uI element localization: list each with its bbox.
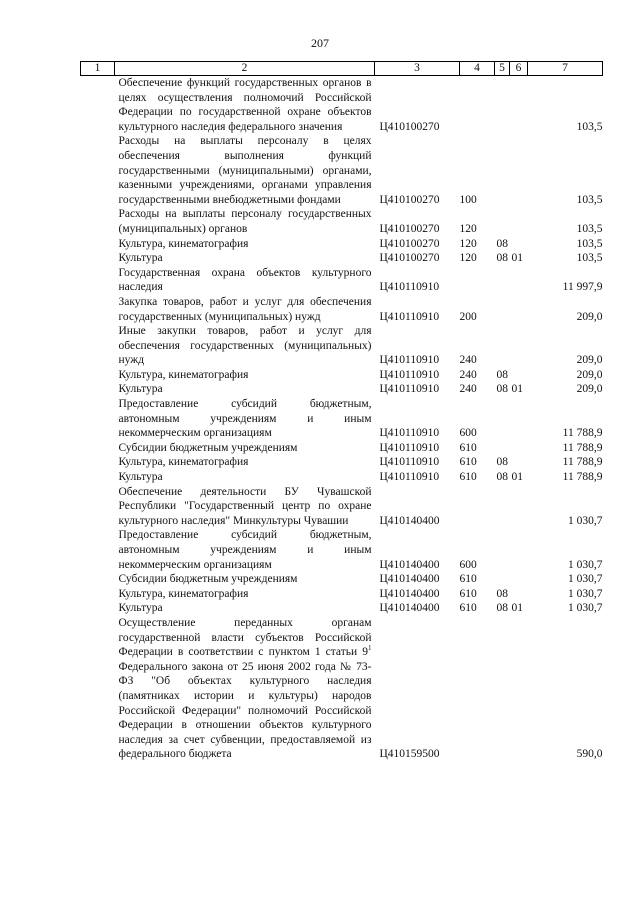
row-subsection xyxy=(510,324,528,368)
row-expense-type: 120 xyxy=(459,222,477,235)
row-name: Иные закупки товаров, работ и услуг для обеспечения государственных (муниципальных) нужд xyxy=(118,325,372,367)
table-row xyxy=(81,295,603,324)
row-subsection xyxy=(510,134,528,207)
row-section xyxy=(495,485,510,529)
table-row xyxy=(81,601,603,616)
row-amount: 103,5 xyxy=(576,237,603,250)
superscript: 1 xyxy=(368,644,372,653)
row-amount: 11 788,9 xyxy=(562,456,603,469)
table-row xyxy=(81,572,603,587)
column-header: 5 xyxy=(495,62,510,76)
column-header: 3 xyxy=(375,62,460,76)
row-code: Ц410110910 xyxy=(379,471,440,484)
row-code: Ц410159500 xyxy=(379,748,440,761)
row-name: Закупка товаров, работ и услуг для обеспечения государственных (муниципальных) нужд xyxy=(118,295,372,323)
row-expense-type: 120 xyxy=(459,237,477,250)
row-section: 08 xyxy=(496,237,508,250)
table-row xyxy=(81,368,603,383)
row-name: Культура xyxy=(118,602,163,615)
row-section xyxy=(495,324,510,368)
row-expense-type xyxy=(460,616,495,762)
row-amount: 103,5 xyxy=(576,120,603,133)
row-code: Ц410140400 xyxy=(379,573,440,586)
table-row xyxy=(81,207,603,236)
row-section: 08 xyxy=(496,368,508,381)
row-amount: 1 030,7 xyxy=(568,602,603,615)
row-expense-type: 610 xyxy=(459,573,477,586)
row-code: Ц410110910 xyxy=(379,368,440,381)
row-expense-type: 610 xyxy=(459,456,477,469)
row-name xyxy=(115,616,375,762)
row-amount: 11 997,9 xyxy=(562,281,603,294)
row-name: Культура xyxy=(118,383,163,396)
table-row xyxy=(81,441,603,456)
row-expense-type: 200 xyxy=(459,310,477,323)
row-section xyxy=(495,572,510,587)
row-section: 08 xyxy=(496,252,508,265)
row-section: 08 xyxy=(496,383,508,396)
page-number: 207 xyxy=(311,36,329,50)
row-expense-type: 100 xyxy=(459,193,477,206)
row-section xyxy=(495,441,510,456)
table-row xyxy=(81,470,603,485)
row-subsection xyxy=(510,616,528,762)
row-expense-type: 610 xyxy=(459,602,477,615)
row-subsection xyxy=(510,455,528,470)
row-section xyxy=(495,207,510,236)
row-name-part: Федерального закона от 25 июня 2002 года № 73-ФЗ "Об объектах культурного наследия (памятниках истории и культуры) народов Российской Федерации" полномочий Российской Федерации в отношении объектов культурного наследия за счет субвенции, предоставляемой из федерального бюджета xyxy=(118,660,372,761)
row-code: Ц410110910 xyxy=(379,441,440,454)
row-amount: 103,5 xyxy=(576,222,603,235)
row-expense-type: 120 xyxy=(459,252,477,265)
row-name: Обеспечение деятельности БУ Чувашской Республики "Государственный центр по охране культурного наследия" Минкультуры Чувашии xyxy=(118,485,372,527)
row-amount: 209,0 xyxy=(576,368,603,381)
row-code: Ц410110910 xyxy=(379,310,440,323)
row-subsection xyxy=(510,528,528,572)
row-name: Предоставление субсидий бюджетным, автономным учреждениям и иным некоммерческим организациям xyxy=(118,398,372,440)
row-subsection xyxy=(510,295,528,324)
row-section xyxy=(495,528,510,572)
row-amount: 209,0 xyxy=(576,383,603,396)
row-expense-type: 240 xyxy=(459,354,477,367)
row-amount: 11 788,9 xyxy=(562,441,603,454)
row-subsection xyxy=(510,485,528,529)
table-row xyxy=(81,397,603,441)
row-amount: 103,5 xyxy=(576,252,603,265)
row-code: Ц410100270 xyxy=(379,252,440,265)
table-row xyxy=(81,251,603,266)
table-row xyxy=(81,324,603,368)
row-expense-type: 610 xyxy=(459,587,477,600)
row-expense-type: 610 xyxy=(459,471,477,484)
row-subsection xyxy=(510,368,528,383)
row-amount: 209,0 xyxy=(576,310,603,323)
row-name: Расходы на выплаты персоналу в целях обеспечения выполнения функций государственными (муниципальными) органами, казенными учреждениями, органами управления государственными внебюджетными фондами xyxy=(118,135,372,206)
table-row xyxy=(81,587,603,602)
row-subsection: 01 xyxy=(511,252,523,265)
row-code: Ц410100270 xyxy=(379,222,440,235)
table-row xyxy=(81,266,603,295)
row-code: Ц410100270 xyxy=(379,237,440,250)
row-name: Культура, кинематография xyxy=(118,456,249,469)
row-code: Ц410110910 xyxy=(379,427,440,440)
row-name: Культура, кинематография xyxy=(118,368,249,381)
table-header-row xyxy=(81,62,603,76)
row-subsection xyxy=(510,441,528,456)
table-row xyxy=(81,134,603,207)
row-amount: 590,0 xyxy=(576,748,603,761)
row-subsection xyxy=(510,237,528,252)
row-code: Ц410140400 xyxy=(379,514,440,527)
row-name: Обеспечение функций государственных органов в целях осуществления полномочий Российской Федерации по государственной охране объектов культурного наследия федерального значения xyxy=(118,77,372,133)
row-subsection xyxy=(510,207,528,236)
row-amount: 11 788,9 xyxy=(562,471,603,484)
column-header: 7 xyxy=(528,62,603,76)
row-name: Предоставление субсидий бюджетным, автономным учреждениям и иным некоммерческим организациям xyxy=(118,529,372,571)
row-expense-type: 240 xyxy=(459,383,477,396)
row-code: Ц410110910 xyxy=(379,354,440,367)
row-amount: 11 788,9 xyxy=(562,427,603,440)
row-section xyxy=(495,266,510,295)
row-subsection xyxy=(510,76,528,135)
row-section: 08 xyxy=(496,587,508,600)
column-header: 1 xyxy=(81,62,115,76)
row-amount: 103,5 xyxy=(576,193,603,206)
table-row xyxy=(81,485,603,529)
row-section xyxy=(495,616,510,762)
row-name: Культура xyxy=(118,471,163,484)
row-section: 08 xyxy=(496,471,508,484)
table-row xyxy=(81,237,603,252)
row-name-part: Осуществление переданных органам государственной власти субъектов Российской Федерации в соответствии с пунктом 1 статьи 9 xyxy=(118,616,372,659)
row-name: Расходы на выплаты персоналу государственных (муниципальных) органов xyxy=(118,208,372,235)
row-amount: 209,0 xyxy=(576,354,603,367)
row-section xyxy=(495,76,510,135)
row-expense-type: 240 xyxy=(459,368,477,381)
row-code: Ц410140400 xyxy=(379,558,440,571)
row-section xyxy=(495,397,510,441)
row-expense-type xyxy=(460,76,495,135)
row-code: Ц410140400 xyxy=(379,602,440,615)
row-expense-type xyxy=(460,266,495,295)
column-header: 2 xyxy=(115,62,375,76)
table-row xyxy=(81,76,603,135)
row-subsection: 01 xyxy=(511,602,523,615)
row-code: Ц410110910 xyxy=(379,383,440,396)
row-subsection: 01 xyxy=(511,383,523,396)
column-header: 4 xyxy=(460,62,495,76)
row-code: Ц410100270 xyxy=(379,193,440,206)
row-subsection xyxy=(510,587,528,602)
table-row xyxy=(81,455,603,470)
row-expense-type: 600 xyxy=(459,558,477,571)
row-amount: 1 030,7 xyxy=(568,558,603,571)
row-code: Ц410100270 xyxy=(379,120,440,133)
row-code: Ц410110910 xyxy=(379,456,440,469)
table-row xyxy=(81,382,603,397)
row-amount: 1 030,7 xyxy=(568,514,603,527)
row-section: 08 xyxy=(496,456,508,469)
row-section xyxy=(495,134,510,207)
row-name: Культура xyxy=(118,252,163,265)
row-amount: 1 030,7 xyxy=(568,573,603,586)
row-expense-type xyxy=(460,485,495,529)
row-name: Субсидии бюджетным учреждениям xyxy=(118,573,298,586)
row-subsection xyxy=(510,266,528,295)
table-row xyxy=(81,616,603,762)
budget-table xyxy=(80,61,603,762)
row-subsection: 01 xyxy=(511,471,523,484)
row-expense-type: 610 xyxy=(459,441,477,454)
row-code: Ц410140400 xyxy=(379,587,440,600)
row-name: Культура, кинематография xyxy=(118,587,249,600)
row-name: Культура, кинематография xyxy=(118,237,249,250)
row-subsection xyxy=(510,572,528,587)
row-amount: 1 030,7 xyxy=(568,587,603,600)
row-section xyxy=(495,295,510,324)
row-code: Ц410110910 xyxy=(379,281,440,294)
row-name: Государственная охрана объектов культурного наследия xyxy=(118,266,372,294)
row-expense-type: 600 xyxy=(459,427,477,440)
table-row xyxy=(81,528,603,572)
row-subsection xyxy=(510,397,528,441)
row-name: Субсидии бюджетным учреждениям xyxy=(118,441,298,454)
row-section: 08 xyxy=(496,602,508,615)
column-header: 6 xyxy=(510,62,528,76)
